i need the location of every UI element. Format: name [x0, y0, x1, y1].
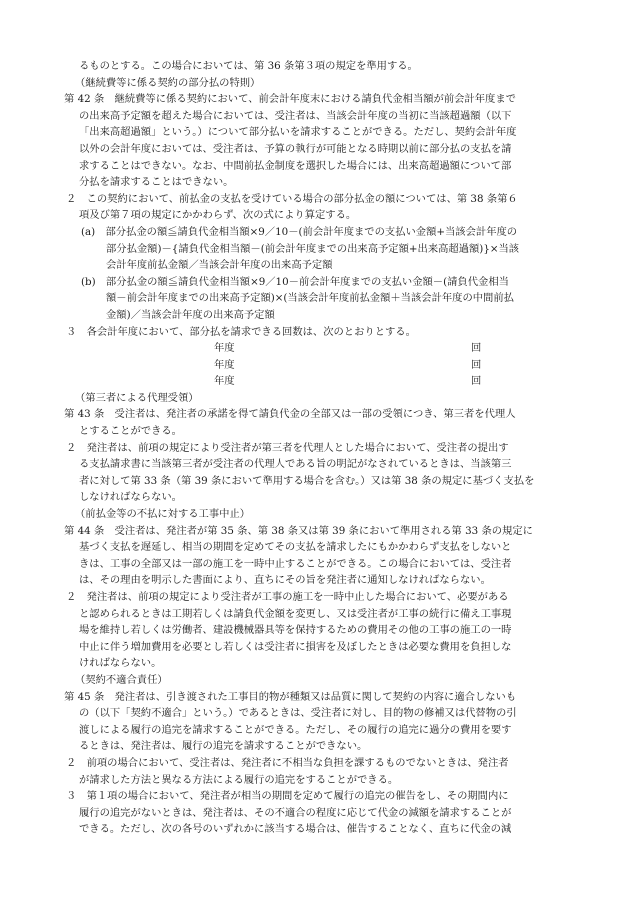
paragraph-2: ２ 前項の場合において、受注者は、発注者に不相当な負担を課するものでないときは、発注者 — [66, 756, 509, 769]
section-heading: （継続費等に係る契約の部分払の特則） — [75, 76, 261, 89]
text-line: は、その理由を明示した書面により、直ちにその旨を発注者に通知しなければならない。 — [79, 574, 491, 587]
article-44: 第 44 条 受注者は、発注者が第 35 条、第 38 条又は第 39 条において準用される第 33 条の規定に — [64, 524, 533, 537]
text-line: きは、工事の全部又は一部の施工を一時中止することができる。この場合においては、受注者 — [79, 557, 512, 570]
paragraph-3: ３ 第１項の場合において、発注者が相当の期間を定めて履行の追完の催告をし、その期間内に — [66, 790, 509, 803]
text-line: る支払請求書に当該第三者が受注者の代理人である旨の明記がなされているときは、当該第三 — [79, 458, 512, 471]
text-line: 分払を請求することはできない。 — [79, 176, 234, 189]
text-line: が請求した方法と異なる方法による履行の追完をすることができる。 — [79, 773, 399, 786]
article-42: 第 42 条 継続費等に係る契約において、前会計年度末における請負代金相当額が前会計年度まで — [64, 93, 516, 106]
section-heading: （前払金等の不払に対する工事中止） — [75, 508, 251, 521]
section-heading: （第三者による代理受領） — [75, 391, 199, 404]
text-line: 場を維持し若しくは労働者、建設機械器具等を保持するための費用その他の工事の施工の一時 — [79, 624, 512, 637]
formula-a: (a) 部分払金の額≦請負代金相当額×9／10－(前会計年度までの支払い金額+当該会計年度の — [81, 225, 518, 238]
contract-document-page — [0, 58, 630, 838]
text-line: の出来高予定額を超えた場合においては、受注者は、当該会計年度の当初に当該超過額（以下 — [79, 109, 512, 122]
text-line: 求することはできない。なお、中間前払金制度を選択した場合には、出来高超過額について部 — [79, 159, 512, 172]
text-line: と認められるときは工期若しくは請負代金額を変更し、又は受注者が工事の続行に備え工事現 — [79, 607, 512, 620]
text-line: 履行の追完がないときは、発注者は、その不適合の程度に応じて代金の減額を請求することが — [79, 806, 512, 819]
article-43: 第 43 条 受注者は、発注者の承諾を得て請負代金の全部又は一部の受領につき、第三者を代理人 — [64, 408, 516, 421]
text-line: 以外の会計年度においては、受注者は、予算の執行が可能となる時期以前に部分払の支払を請 — [79, 142, 512, 155]
text-line: 部分払金額)－{請負代金相当額－(前会計年度までの出来高予定額+出来高超過額)}×当該 — [106, 242, 520, 255]
installment-table-row — [0, 340, 630, 357]
article-45: 第 45 条 発注者は、引き渡された工事目的物が種類又は品質に関して契約の内容に適合しないも — [64, 690, 517, 703]
paragraph-2: ２ この契約において、前払金の支払を受けている場合の部分払金の額については、第 38 条第６ — [66, 192, 518, 205]
text-line: 「出来高超過額」という。）について部分払いを請求することができる。ただし、契約会計年度 — [79, 126, 517, 139]
text-line: ければならない。 — [79, 657, 162, 670]
text-line: るものとする。この場合においては、第 36 条第３項の規定を準用する。 — [79, 60, 418, 72]
times-label: 回 — [471, 342, 482, 355]
text-line: の（以下「契約不適合」という。）であるときは、受注者に対し、目的物の修補又は代替物の引 — [79, 707, 517, 720]
text-line: 会計年度前払金額／当該会計年度の出来高予定額 — [106, 259, 333, 272]
text-line: るときは、発注者は、履行の追完を請求することができない。 — [79, 740, 368, 753]
text-line: 額－前会計年度までの出来高予定額)×(当該会計年度前払金額＋当該会計年度の中間前払 — [106, 292, 514, 305]
text-line: 金額)／当該会計年度の出来高予定額 — [106, 308, 275, 321]
text-line: しなければならない。 — [79, 491, 182, 504]
section-heading: （契約不適合責任） — [75, 673, 168, 686]
text-line: 項及び第７項の規定にかかわらず、次の式により算定する。 — [79, 209, 357, 222]
paragraph-2: ２ 発注者は、前項の規定により受注者が工事の施工を一時中止した場合において、必要がある — [66, 591, 509, 603]
times-label: 回 — [471, 375, 482, 388]
paragraph-3: ３ 各会計年度において、部分払を請求できる回数は、次のとおりとする。 — [66, 325, 416, 338]
paragraph-2: ２ 発注者は、前項の規定により受注者が第三者を代理人とした場合において、受注者の提出す — [66, 441, 509, 454]
text-line: 基づく支払を遅延し、相当の期間を定めてその支払を請求したにもかかわらず支払をしないと — [79, 541, 512, 554]
text-line: とすることができる。 — [79, 425, 182, 438]
times-label: 回 — [471, 358, 482, 371]
year-label: 年度 — [214, 358, 235, 371]
year-label: 年度 — [214, 375, 235, 388]
text-line: 者に対して第 33 条（第 39 条において準用する場合を含む。）又は第 38 条の規定に基づく支払を — [79, 474, 535, 487]
text-line: 中止に伴う増加費用を必要とし若しくは受注者に損害を及ぼしたときは必要な費用を負担しな — [79, 640, 512, 653]
formula-b: (b) 部分払金の額≦請負代金相当額×9／10－前会計年度までの支払い金額－(請負代金相当 — [81, 275, 509, 288]
year-label: 年度 — [214, 342, 235, 355]
text-line: 渡しによる履行の追完を請求することができる。ただし、その履行の追完に過分の費用を要す — [79, 723, 512, 736]
text-line: できる。ただし、次の各号のいずれかに該当する場合は、催告することなく、直ちに代金の減 — [79, 823, 512, 836]
installment-table-row — [0, 357, 630, 374]
installment-table-row — [0, 373, 630, 390]
